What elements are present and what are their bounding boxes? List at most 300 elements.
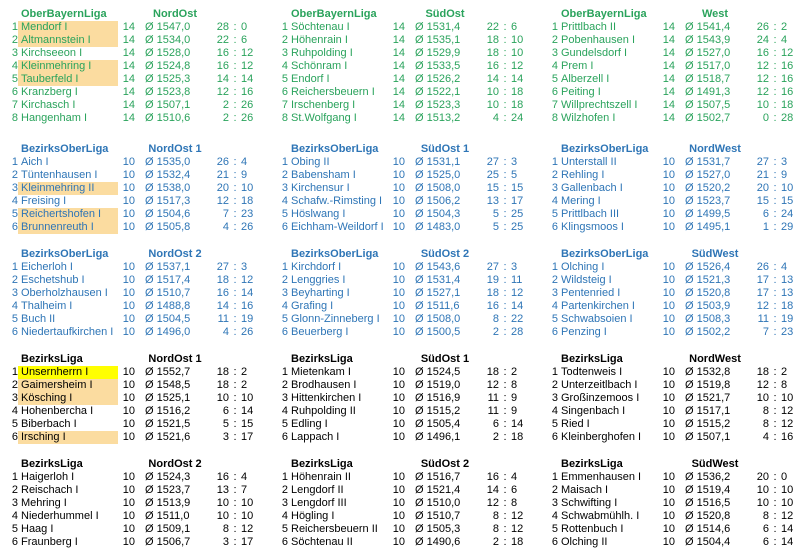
rank-cell: 8 [11, 112, 18, 124]
average-score-cell: Ø 1507,1 [145, 99, 191, 111]
average-score-cell: Ø 1532,4 [145, 169, 191, 181]
division-title: NordWest [689, 143, 741, 155]
rank-cell: 4 [281, 405, 288, 417]
points-lost-cell: 12 [781, 418, 794, 430]
games-played-cell: 14 [122, 86, 135, 98]
table-row [5, 221, 275, 234]
average-score-cell: Ø 1511,0 [145, 510, 190, 522]
points-lost-cell: 9 [781, 169, 788, 181]
average-score-cell: Ø 1535,1 [415, 34, 461, 46]
points-separator: : [503, 326, 507, 338]
team-name-cell: Högling I [291, 510, 335, 522]
games-played-cell: 10 [122, 510, 135, 522]
team-name-cell: Brunnenreuth I [18, 221, 118, 234]
table-rows [275, 261, 545, 339]
table-row [275, 60, 545, 73]
average-score-cell: Ø 1527,0 [685, 47, 731, 59]
team-name-cell: Kleinmehring I [18, 60, 118, 73]
average-score-cell: Ø 1506,2 [415, 195, 461, 207]
team-name-cell: Fraunberg I [21, 536, 78, 548]
team-name-cell: Rottenbuch I [561, 523, 624, 535]
games-played-cell: 14 [662, 34, 675, 46]
league-title: BezirksLiga [561, 353, 623, 365]
table-row [545, 274, 800, 287]
games-played-cell: 10 [122, 182, 135, 194]
average-score-cell: Ø 1509,1 [145, 523, 191, 535]
table-row [5, 156, 275, 169]
points-won-cell: 19 [486, 274, 499, 286]
league-title: OberBayernLiga [291, 8, 377, 20]
points-won-cell: 11 [217, 313, 229, 325]
games-played-cell: 10 [662, 497, 675, 509]
team-name-cell: Prittlbach II [561, 21, 617, 33]
points-won-cell: 10 [216, 497, 229, 509]
points-won-cell: 13 [216, 484, 229, 496]
league-table [545, 8, 800, 125]
games-played-cell: 10 [122, 287, 135, 299]
team-name-cell: Wildsteig I [561, 274, 612, 286]
table-row [275, 34, 545, 47]
rank-cell: 4 [551, 405, 558, 417]
average-score-cell: Ø 1513,9 [145, 497, 191, 509]
team-name-cell: Lengdorf II [291, 484, 344, 496]
league-title: BezirksLiga [291, 458, 353, 470]
points-won-cell: 14 [486, 484, 499, 496]
table-row [275, 313, 545, 326]
points-lost-cell: 6 [241, 34, 248, 46]
points-separator: : [773, 86, 777, 98]
average-score-cell: Ø 1488,8 [145, 300, 191, 312]
points-won-cell: 2 [492, 431, 499, 443]
points-won-cell: 16 [486, 60, 499, 72]
points-won-cell: 10 [486, 99, 499, 111]
average-score-cell: Ø 1505,3 [415, 523, 461, 535]
points-won-cell: 5 [222, 418, 229, 430]
points-won-cell: 5 [492, 208, 499, 220]
table-rows [5, 21, 275, 125]
points-won-cell: 2 [492, 326, 499, 338]
points-lost-cell: 24 [511, 112, 524, 124]
table-row [545, 221, 800, 234]
team-name-cell: Niedertaufkirchen I [21, 326, 114, 338]
points-won-cell: 4 [492, 112, 499, 124]
points-won-cell: 1 [762, 221, 769, 233]
division-title: SüdOst 2 [420, 248, 470, 260]
table-row [5, 261, 275, 274]
rank-cell: 4 [11, 195, 18, 207]
table-header [275, 143, 545, 156]
points-won-cell: 12 [486, 379, 499, 391]
rank-cell: 2 [551, 34, 558, 46]
points-separator: : [773, 536, 777, 548]
points-won-cell: 7 [762, 326, 769, 338]
league-title: BezirksLiga [21, 353, 83, 365]
table-row [275, 431, 545, 444]
table-row [275, 510, 545, 523]
team-name-cell: Unsernherrn I [18, 366, 118, 379]
average-score-cell: Ø 1531,1 [415, 156, 461, 168]
table-header [275, 248, 545, 261]
table-row [5, 274, 275, 287]
table-row [545, 300, 800, 313]
points-won-cell: 10 [756, 497, 769, 509]
points-lost-cell: 12 [241, 523, 254, 535]
division-title: SüdWest [691, 248, 739, 260]
table-rows [5, 471, 275, 549]
games-played-cell: 10 [122, 221, 135, 233]
points-separator: : [773, 510, 777, 522]
league-title: BezirksLiga [291, 353, 353, 365]
rank-cell: 3 [551, 182, 558, 194]
games-played-cell: 10 [122, 536, 135, 548]
points-separator: : [773, 484, 777, 496]
average-score-cell: Ø 1520,8 [685, 287, 731, 299]
points-separator: : [773, 221, 777, 233]
team-name-cell: Beyharting I [291, 287, 350, 299]
team-name-cell: Mietenkam I [291, 366, 351, 378]
rank-cell: 2 [281, 169, 288, 181]
points-separator: : [233, 221, 237, 233]
rank-cell: 2 [11, 169, 18, 181]
rank-cell: 6 [551, 326, 558, 338]
points-won-cell: 16 [486, 471, 499, 483]
rank-cell: 6 [551, 221, 558, 233]
points-separator: : [773, 326, 777, 338]
average-score-cell: Ø 1508,0 [415, 313, 461, 325]
points-won-cell: 25 [486, 169, 499, 181]
games-played-cell: 10 [662, 313, 675, 325]
points-separator: : [503, 221, 507, 233]
team-name-cell: Eichham-Weildorf I [291, 221, 384, 233]
points-separator: : [503, 313, 507, 325]
rank-cell: 6 [281, 86, 288, 98]
table-header [545, 353, 800, 366]
rank-cell: 6 [11, 431, 18, 443]
games-played-cell: 10 [662, 182, 675, 194]
average-score-cell: Ø 1510,7 [415, 510, 461, 522]
table-row [545, 60, 800, 73]
games-played-cell: 10 [122, 313, 135, 325]
rank-cell: 3 [281, 497, 288, 509]
table-row [5, 169, 275, 182]
points-separator: : [233, 34, 237, 46]
points-lost-cell: 3 [241, 261, 248, 273]
points-won-cell: 2 [222, 112, 229, 124]
table-header [5, 353, 275, 366]
team-name-cell: Prittlbach III [561, 208, 620, 220]
points-won-cell: 21 [756, 169, 769, 181]
rank-cell: 2 [281, 484, 288, 496]
team-name-cell: Klingsmoos I [561, 221, 624, 233]
games-played-cell: 14 [122, 73, 135, 85]
table-row [545, 392, 800, 405]
points-separator: : [773, 60, 777, 72]
points-won-cell: 5 [492, 221, 499, 233]
average-score-cell: Ø 1527,0 [685, 169, 731, 181]
points-separator: : [233, 86, 237, 98]
points-lost-cell: 7 [241, 484, 248, 496]
team-name-cell: Lenggries I [291, 274, 346, 286]
league-title: BezirksOberLiga [561, 143, 649, 155]
average-score-cell: Ø 1516,7 [415, 471, 461, 483]
table-row [275, 112, 545, 125]
points-won-cell: 15 [756, 195, 769, 207]
average-score-cell: Ø 1523,7 [685, 195, 731, 207]
table-row [275, 156, 545, 169]
average-score-cell: Ø 1528,0 [145, 47, 191, 59]
rank-cell: 3 [551, 47, 558, 59]
points-won-cell: 8 [492, 523, 499, 535]
team-name-cell: Kirchseeon I [21, 47, 83, 59]
points-won-cell: 8 [762, 418, 769, 430]
points-won-cell: 6 [222, 405, 229, 417]
team-name-cell: Unterstall II [561, 156, 617, 168]
games-played-cell: 10 [392, 510, 405, 522]
average-score-cell: Ø 1534,0 [145, 34, 191, 46]
rank-cell: 3 [281, 182, 288, 194]
points-lost-cell: 12 [781, 405, 794, 417]
games-played-cell: 14 [392, 86, 405, 98]
table-row [5, 34, 275, 47]
average-score-cell: Ø 1520,8 [685, 510, 731, 522]
table-row [275, 195, 545, 208]
rank-cell: 4 [551, 195, 558, 207]
table-row [545, 156, 800, 169]
rank-cell: 6 [281, 431, 288, 443]
points-lost-cell: 18 [511, 99, 524, 111]
average-score-cell: Ø 1536,2 [685, 471, 731, 483]
table-row [5, 484, 275, 497]
average-score-cell: Ø 1526,4 [685, 261, 731, 273]
points-separator: : [503, 60, 507, 72]
points-lost-cell: 13 [781, 274, 794, 286]
points-separator: : [233, 313, 237, 325]
rank-cell: 1 [281, 366, 288, 378]
table-rows [5, 366, 275, 444]
table-rows [545, 366, 800, 444]
points-lost-cell: 10 [241, 510, 254, 522]
average-score-cell: Ø 1538,0 [145, 182, 191, 194]
team-name-cell: Ruhpolding I [291, 47, 353, 59]
table-row [5, 405, 275, 418]
games-played-cell: 10 [392, 392, 405, 404]
table-row [5, 392, 275, 405]
rank-cell: 1 [11, 21, 18, 33]
games-played-cell: 10 [122, 195, 135, 207]
average-score-cell: Ø 1519,0 [415, 379, 461, 391]
points-won-cell: 8 [492, 510, 499, 522]
rank-cell: 8 [551, 112, 558, 124]
points-separator: : [233, 536, 237, 548]
rank-cell: 2 [551, 484, 558, 496]
table-row [545, 510, 800, 523]
points-separator: : [503, 274, 507, 286]
table-row [545, 169, 800, 182]
points-won-cell: 11 [757, 313, 769, 325]
games-played-cell: 10 [122, 300, 135, 312]
games-played-cell: 10 [122, 261, 135, 273]
points-separator: : [503, 182, 507, 194]
table-header [545, 458, 800, 471]
points-won-cell: 20 [756, 182, 769, 194]
division-title: NordOst 2 [148, 458, 202, 470]
points-lost-cell: 2 [241, 366, 248, 378]
points-lost-cell: 10 [241, 392, 254, 404]
points-lost-cell: 10 [241, 497, 254, 509]
games-played-cell: 10 [392, 221, 405, 233]
points-separator: : [773, 169, 777, 181]
average-score-cell: Ø 1517,3 [145, 195, 191, 207]
table-row [545, 405, 800, 418]
table-row [275, 392, 545, 405]
rank-cell: 4 [551, 60, 558, 72]
points-lost-cell: 12 [241, 274, 254, 286]
points-lost-cell: 8 [781, 379, 788, 391]
table-rows [275, 156, 545, 234]
games-played-cell: 14 [122, 112, 135, 124]
points-separator: : [503, 510, 507, 522]
points-separator: : [233, 484, 237, 496]
average-score-cell: Ø 1510,0 [415, 497, 461, 509]
points-won-cell: 6 [492, 418, 499, 430]
table-row [5, 379, 275, 392]
points-separator: : [503, 523, 507, 535]
table-row [275, 99, 545, 112]
games-played-cell: 10 [122, 208, 135, 220]
average-score-cell: Ø 1522,1 [415, 86, 461, 98]
rank-cell: 6 [281, 536, 288, 548]
table-row [5, 300, 275, 313]
rank-cell: 3 [11, 47, 18, 59]
games-played-cell: 10 [662, 326, 675, 338]
games-played-cell: 10 [392, 431, 405, 443]
points-lost-cell: 12 [781, 510, 794, 522]
team-name-cell: Schwifting I [561, 497, 618, 509]
average-score-cell: Ø 1531,4 [415, 21, 461, 33]
points-lost-cell: 12 [241, 60, 254, 72]
points-separator: : [233, 510, 237, 522]
points-won-cell: 18 [486, 34, 499, 46]
table-row [275, 536, 545, 549]
points-won-cell: 18 [216, 274, 229, 286]
points-lost-cell: 8 [511, 497, 518, 509]
table-row [275, 471, 545, 484]
table-row [545, 287, 800, 300]
points-separator: : [503, 471, 507, 483]
points-lost-cell: 12 [511, 287, 524, 299]
games-played-cell: 10 [392, 536, 405, 548]
table-row [545, 47, 800, 60]
games-played-cell: 14 [392, 73, 405, 85]
division-title: SüdWest [691, 458, 739, 470]
games-played-cell: 10 [392, 366, 405, 378]
games-played-cell: 10 [122, 523, 135, 535]
points-won-cell: 14 [486, 73, 499, 85]
points-separator: : [773, 21, 777, 33]
average-score-cell: Ø 1505,4 [415, 418, 461, 430]
rank-cell: 3 [551, 392, 558, 404]
team-name-cell: Söchtenau II [291, 536, 353, 548]
team-name-cell: Rehling I [561, 169, 605, 181]
games-played-cell: 10 [392, 471, 405, 483]
points-won-cell: 20 [756, 471, 769, 483]
points-lost-cell: 4 [511, 471, 518, 483]
rank-cell: 6 [11, 326, 18, 338]
rank-cell: 2 [551, 274, 558, 286]
points-lost-cell: 23 [781, 326, 794, 338]
points-lost-cell: 12 [781, 47, 794, 59]
rank-cell: 1 [551, 156, 558, 168]
table-row [5, 326, 275, 339]
league-title: BezirksOberLiga [561, 248, 649, 260]
average-score-cell: Ø 1524,3 [145, 471, 191, 483]
average-score-cell: Ø 1524,5 [415, 366, 461, 378]
table-rows [545, 261, 800, 339]
points-lost-cell: 14 [511, 300, 524, 312]
points-won-cell: 18 [486, 47, 499, 59]
average-score-cell: Ø 1506,7 [145, 536, 191, 548]
points-separator: : [503, 261, 507, 273]
points-separator: : [773, 366, 777, 378]
table-rows [5, 156, 275, 234]
games-played-cell: 14 [392, 112, 405, 124]
games-played-cell: 14 [392, 21, 405, 33]
games-played-cell: 10 [662, 195, 675, 207]
rank-cell: 2 [281, 274, 288, 286]
average-score-cell: Ø 1521,7 [685, 392, 731, 404]
team-name-cell: Emmenhausen I [561, 471, 642, 483]
rank-cell: 5 [11, 208, 18, 220]
team-name-cell: Penzing I [561, 326, 607, 338]
games-played-cell: 14 [662, 99, 675, 111]
team-name-cell: Olching I [561, 261, 605, 273]
average-score-cell: Ø 1504,6 [145, 208, 191, 220]
average-score-cell: Ø 1502,7 [685, 112, 731, 124]
rank-cell: 4 [551, 510, 558, 522]
points-separator: : [773, 208, 777, 220]
table-header [545, 248, 800, 261]
average-score-cell: Ø 1543,9 [685, 34, 731, 46]
games-played-cell: 14 [392, 47, 405, 59]
table-row [5, 536, 275, 549]
points-lost-cell: 0 [781, 471, 788, 483]
table-row [545, 112, 800, 125]
points-won-cell: 12 [756, 379, 769, 391]
average-score-cell: Ø 1523,8 [145, 86, 191, 98]
team-name-cell: Lengdorf III [291, 497, 347, 509]
rank-cell: 5 [551, 523, 558, 535]
games-played-cell: 14 [122, 21, 135, 33]
table-row [5, 471, 275, 484]
average-score-cell: Ø 1507,5 [685, 99, 731, 111]
points-won-cell: 8 [762, 510, 769, 522]
points-won-cell: 16 [756, 47, 769, 59]
team-name-cell: Schwabmühlh. I [561, 510, 640, 522]
table-rows [545, 21, 800, 125]
points-won-cell: 16 [216, 471, 229, 483]
rank-cell: 2 [11, 34, 18, 46]
points-won-cell: 4 [222, 326, 229, 338]
rank-cell: 4 [281, 510, 288, 522]
table-row [275, 287, 545, 300]
games-played-cell: 10 [122, 405, 135, 417]
points-separator: : [773, 392, 777, 404]
team-name-cell: Altmannstein I [18, 34, 118, 47]
average-score-cell: Ø 1508,3 [685, 313, 731, 325]
rank-cell: 3 [281, 392, 288, 404]
rank-cell: 2 [551, 169, 558, 181]
table-row [275, 261, 545, 274]
